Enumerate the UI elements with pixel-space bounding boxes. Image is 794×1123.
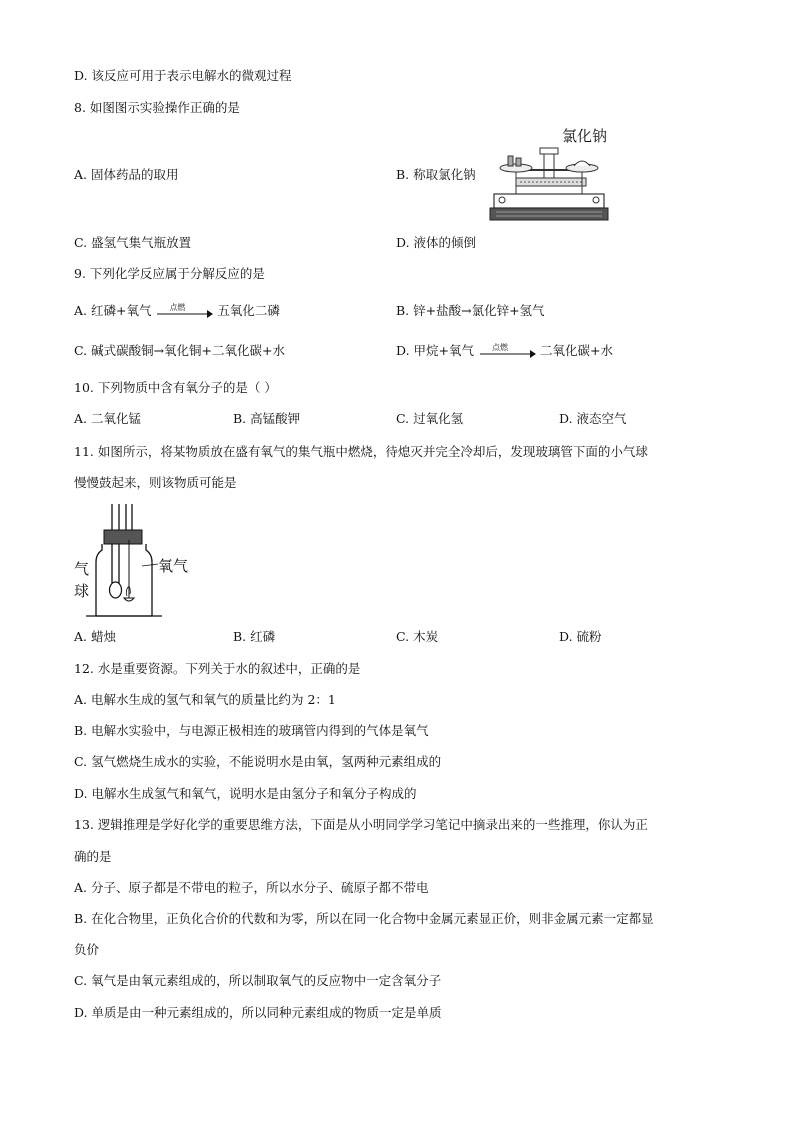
oxygen-label: 氧气 xyxy=(158,557,189,575)
q9-option-b: B. 锌+盐酸→氯化锌+氢气 xyxy=(396,303,545,318)
q13-option-b-line1: B. 在化合物里，正负化合价的代数和为零，所以在同一化合物中金属元素显正价，则非金属元素一定都显 xyxy=(74,911,654,926)
q11-option-c: C. 木炭 xyxy=(396,629,439,644)
reaction-condition-a: 点燃 xyxy=(169,302,186,312)
q8-option-a: A. 固体药品的取用 xyxy=(74,167,179,182)
q12-option-a: A. 电解水生成的氢气和氧气的质量比约为 2：1 xyxy=(74,692,336,707)
q11-option-d: D. 硫粉 xyxy=(559,629,602,644)
q9-option-c: C. 碱式碳酸铜→氧化铜+二氧化碳+水 xyxy=(74,343,285,358)
q13-option-a: A. 分子、原子都是不带电的粒子，所以水分子、硫原子都不带电 xyxy=(74,880,429,895)
q10-stem: 10. 下列物质中含有氧分子的是（ ） xyxy=(74,380,277,395)
arrow-icon xyxy=(478,343,536,361)
q13-option-c: C. 氧气是由氧元素组成的，所以制取氧气的反应物中一定含氧分子 xyxy=(74,973,442,988)
q10-option-a: A. 二氧化锰 xyxy=(74,411,141,426)
q9-option-a-reactants: A. 红磷+氧气 xyxy=(74,303,152,318)
q8-option-c: C. 盛氢气集气瓶放置 xyxy=(74,235,192,250)
q11-option-b: B. 红磷 xyxy=(233,629,276,644)
q8-option-d: D. 液体的倾倒 xyxy=(396,235,477,250)
q12-stem: 12. 水是重要资源。下列关于水的叙述中，正确的是 xyxy=(74,661,361,676)
q12-option-c: C. 氢气燃烧生成水的实验，不能说明水是由氧，氢两种元素组成的 xyxy=(74,754,442,769)
q9-option-a xyxy=(74,302,280,321)
q10-option-b: B. 高锰酸钾 xyxy=(233,411,301,426)
q9-option-a-products: 五氧化二磷 xyxy=(217,303,280,318)
q11-stem-line1: 11. 如图所示，将某物质放在盛有氧气的集气瓶中燃烧，待熄灭并完全冷却后，发现玻璃管下面的小气球 xyxy=(74,444,648,459)
balloon-label-1: 气 xyxy=(74,560,90,578)
reaction-arrow-d xyxy=(478,343,536,361)
q7-option-d: D. 该反应可用于表示电解水的微观过程 xyxy=(74,68,292,83)
reaction-arrow-a xyxy=(155,303,213,321)
balance-figure xyxy=(488,122,613,226)
balloon-label-2: 球 xyxy=(74,582,90,600)
q13-stem-line1: 13. 逻辑推理是学好化学的重要思维方法，下面是从小明同学学习笔记中摘录出来的一些推理，你认为正 xyxy=(74,817,648,832)
q12-option-b: B. 电解水实验中，与电源正极相连的玻璃管内得到的气体是氧气 xyxy=(74,723,429,738)
q8-option-b: B. 称取氯化钠 xyxy=(396,167,476,182)
q8-stem: 8. 如图图示实验操作正确的是 xyxy=(74,100,240,115)
q9-option-d xyxy=(396,342,613,361)
reaction-condition-d: 点燃 xyxy=(491,342,508,352)
q13-option-d: D. 单质是由一种元素组成的，所以同种元素组成的物质一定是单质 xyxy=(74,1005,442,1020)
q10-option-d: D. 液态空气 xyxy=(559,411,627,426)
q13-option-b-line2: 负价 xyxy=(74,942,100,957)
q9-stem: 9. 下列化学反应属于分解反应的是 xyxy=(74,266,265,281)
q13-stem-line2: 确的是 xyxy=(74,849,112,864)
q12-option-d: D. 电解水生成氢气和氧气，说明水是由氢分子和氧分子构成的 xyxy=(74,786,417,801)
q9-option-d-products: 二氧化碳+水 xyxy=(539,343,613,358)
q11-stem-line2: 慢慢鼓起来，则该物质可能是 xyxy=(74,475,237,490)
q11-option-a: A. 蜡烛 xyxy=(74,629,116,644)
q10-option-c: C. 过氧化氢 xyxy=(396,411,464,426)
gas-bottle-figure xyxy=(74,500,204,620)
arrow-icon xyxy=(155,303,213,321)
balance-label: 氯化钠 xyxy=(562,127,608,145)
q9-option-d-reactants: D. 甲烷+氧气 xyxy=(396,343,474,358)
